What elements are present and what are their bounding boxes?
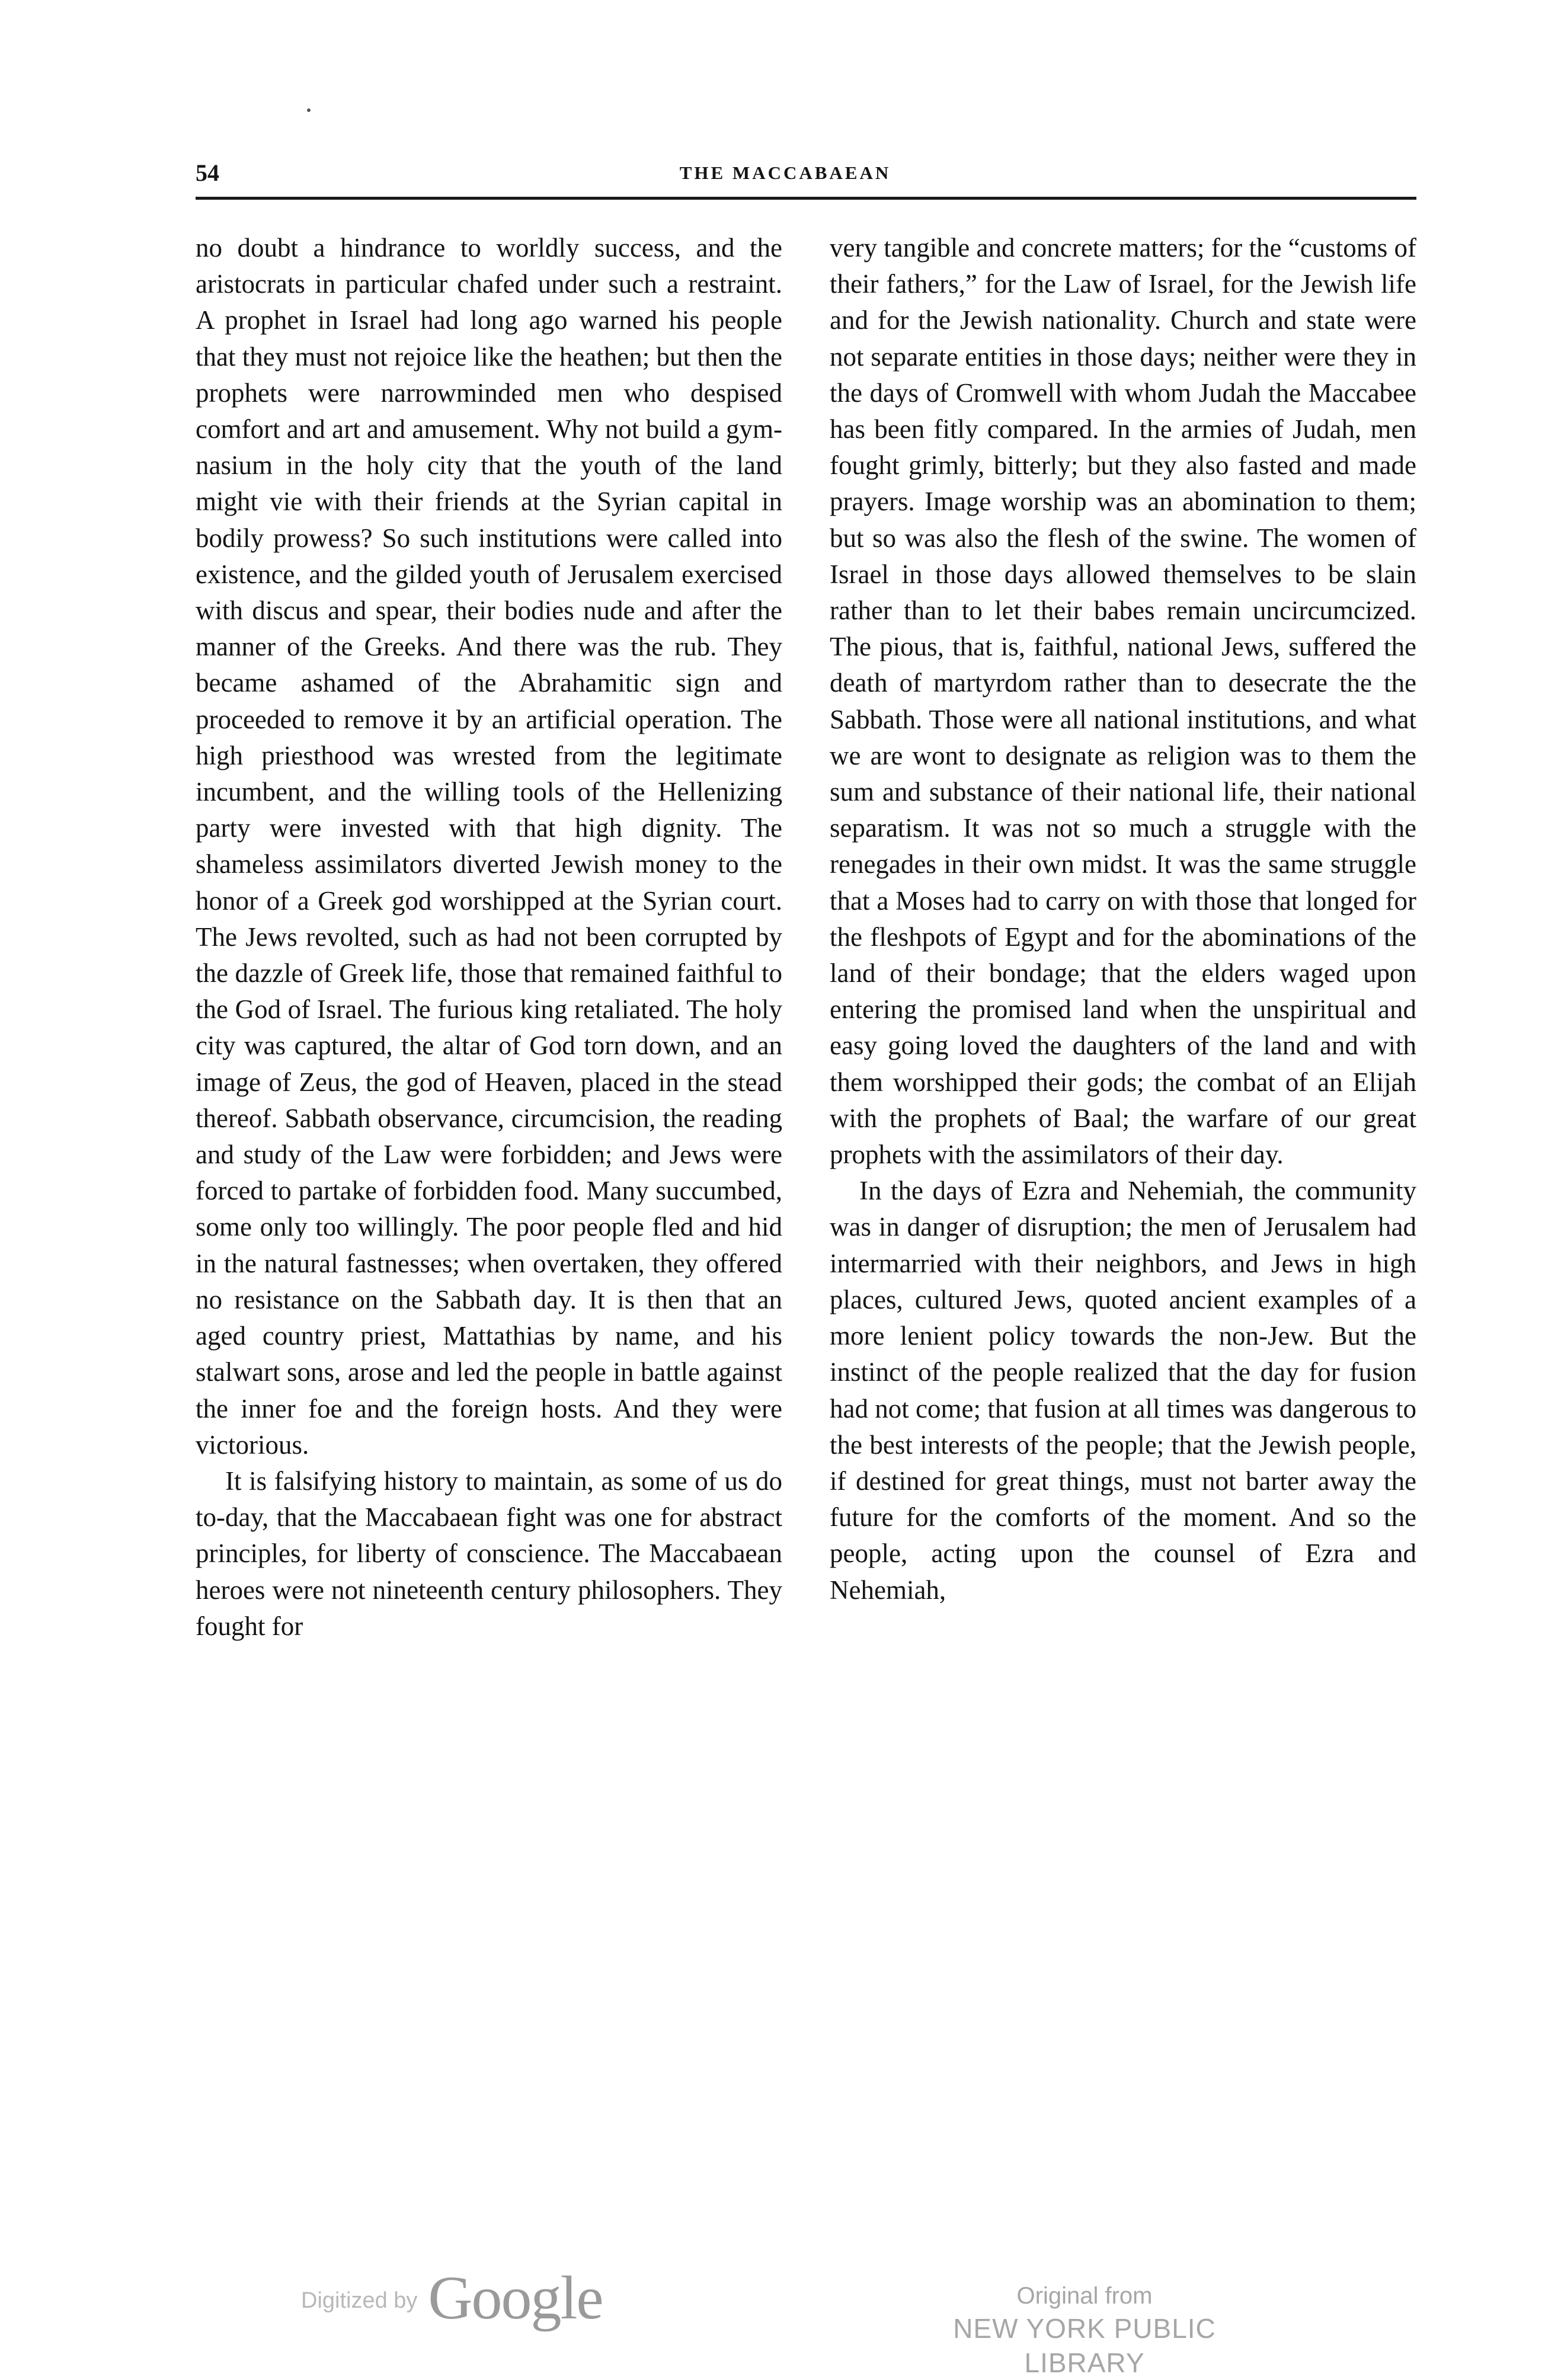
google-logo: Google	[428, 2264, 603, 2332]
left-column	[196, 230, 782, 1645]
right-column	[830, 230, 1416, 1608]
original-from-label: Original from	[1016, 2283, 1153, 2309]
right-paragraph-2: In the days of Ezra and Nehemiah, the community was in danger of disruption; the men of Jerusalem had intermarried with their neighbors, and Jews in high places, cultured Jews, quoted ancient examples of a more lenient policy towards the non-Jew. But the instinct of the people realized that the day for fusion had not come; that fusion at all times was dangerous to the best interests of the people; that the Jewish people, if destined for great things, must not barter away the future for the comforts of the moment. And so the people, acting upon the counsel of Ezra and Nehemiah,	[830, 1176, 1416, 1605]
running-head	[196, 159, 1416, 194]
header-rule	[196, 197, 1416, 200]
left-paragraph-1: no doubt a hindrance to worldly success, and the aristocrats in particular chafed under such a restraint. A prophet in Israel had long ago warned his people that they must not rejoice like the heathen; but then the prophets were narrowminded men who despised comfort and art and amusement. Why not build a gymnasium in the holy city that the youth of the land might vie with their friends at the Syrian capital in bodily prowess? So such institutions were called into existence, and the gilded youth of Jerusalem exercised with discus and spear, their bodies nude and after the manner of the Greeks. And there was the rub. They became ashamed of the Abrahamitic sign and proceeded to remove it by an artificial operation. The high priesthood was wrested from the legitimate incumbent, and the willing tools of the Hellenizing party were invested with that high dignity. The shameless assimilators diverted Jewish money to the honor of a Greek god worshipped at the Syrian court. The Jews revolted, such as had not been corrupted by the dazzle of Greek life, those that remained faithful to the God of Israel. The furious king retaliated. The holy city was captured, the altar of God torn down, and an image of Zeus, the god of Heaven, placed in the stead thereof. Sabbath observance, circumcision, the reading and study of the Law were forbidden; and Jews were forced to partake of forbidden food. Many succumbed, some only too willingly. The poor people fled and hid in the natural fastnesses; when overtaken, they offered no resistance on the Sabbath day. It is then that an aged country priest, Mattathias by name, and his stalwart sons, arose and led the people in battle against the inner foe and the foreign hosts. And they were victorious.	[196, 233, 782, 1460]
page-number: 54	[196, 159, 219, 186]
left-paragraph-2: It is falsifying history to maintain, as some of us do to-day, that the Maccabaean fight was one for abstract principles, for liberty of conscience. The Maccabaean heroes were not nineteenth century philosophers. They fought for	[196, 1466, 782, 1641]
right-paragraph-1: very tangible and concrete matters; for the “customs of their fathers,” for the Law of Israel, for the Jewish life and for the Jewish nationality. Church and state were not separate entities in those days; neither were they in the days of Cromwell with whom Judah the Maccabee has been fitly compared. In the armies of Judah, men fought grimly, bitterly; but they also fasted and made prayers. Image worship was an abomination to them; but so was also the flesh of the swine. The women of Israel in those days allowed themselves to be slain rather than to let their babes remain uncircumcized. The pious, that is, faithful, national Jews, suffered the death of martyrdom rather than to desecrate the the Sabbath. Those were all national institutions, and what we are wont to designate as religion was to them the sum and substance of their national life, their national separatism. It was not so much a struggle with the renegades in their own midst. It was the same struggle that a Moses had to carry on with those that longed for the fleshpots of Egypt and for the abominations of the land of their bondage; that the elders waged upon entering the promised land when the unspiritual and easy going loved the daughters of the land and with them worshipped their gods; the combat of an Elijah with the prophets of Baal; the warfare of our great prophets with the assimilators of their day.	[830, 233, 1416, 1170]
source-credit	[889, 2280, 1280, 2380]
digitized-by-label: Digitized by	[301, 2288, 418, 2313]
journal-title: THE MACCABAEAN	[679, 162, 891, 183]
dust-speck	[307, 108, 311, 112]
library-name: NEW YORK PUBLIC LIBRARY	[953, 2313, 1216, 2378]
digitization-credit	[301, 2264, 603, 2332]
